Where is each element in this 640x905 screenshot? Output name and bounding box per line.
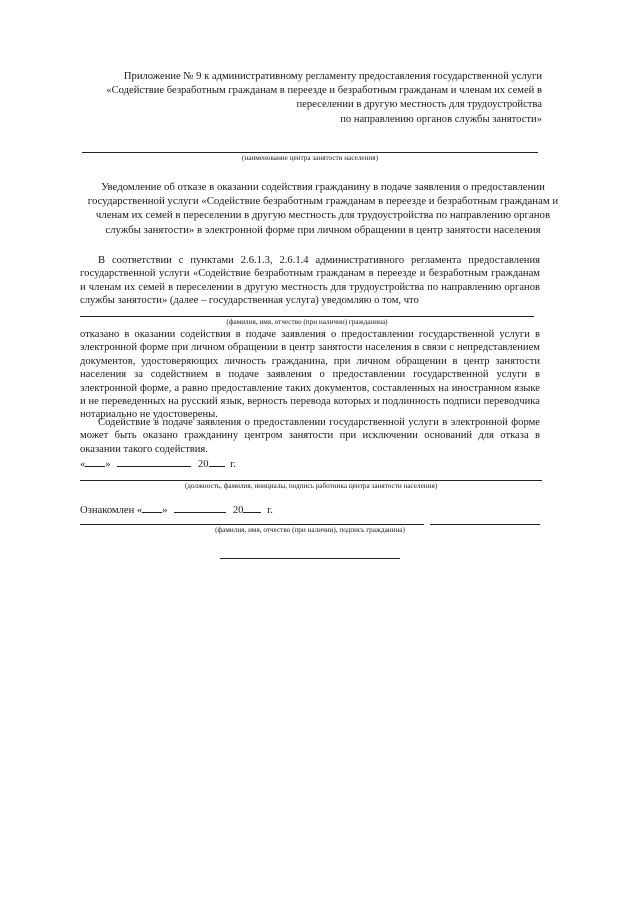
- day-blank: [85, 456, 105, 467]
- acquainted-row: [80, 502, 273, 516]
- document-title: Уведомление об отказе в оказании содействия гражданину в подаче заявления о предоставлении государственной услуги «Содействие безработным гражданам в переезде и безработным гражданам и членам их семей в переселении в другую местность для трудоустройства по направлению органов службы занятости» в электронной форме при личном обращении в центр занятости населения: [87, 181, 559, 236]
- refusal-paragraph: отказано в оказании содействия в подаче заявления о предоставлении государственной услуги в электронной форме при личном обращении в центр занятости населения в связи с непредставлением документов, удостоверяющих личность гражданина, при личном обращении в центр занятости населения за содействием в подаче заявления о предоставлении государственной услуги в электронной форме, а равно предоставление таких документов, составленных на иностранном языке и не переведенных на русский язык, верность перевода которых и подлинность подписи переводчика нотариально не удостоверены.: [80, 329, 540, 421]
- citizen-fio-caption: (фамилия, имя, отчество (при наличии) гражданина): [226, 318, 388, 326]
- center-name-caption: (наименование центра занятости населения): [242, 154, 378, 162]
- acquainted-label: Ознакомлен «: [80, 505, 143, 516]
- year-prefix: 20: [197, 459, 209, 470]
- year-blank: [209, 456, 225, 467]
- citizen-signature-caption: (фамилия, имя, отчество (при наличии), подпись гражданина): [215, 526, 405, 534]
- official-signature-line: [80, 480, 542, 481]
- acq-close-quote: »: [162, 505, 168, 516]
- date-row: [80, 456, 236, 470]
- appendix-line-3: переселении в другую местность для трудоустройства: [296, 99, 542, 111]
- acq-year-blank: [243, 502, 261, 513]
- citizen-signature-line: [430, 524, 540, 525]
- center-name-line: [82, 152, 538, 153]
- date-close-quote: »: [105, 459, 111, 470]
- appendix-line-2: «Содействие безработным гражданам в переезде и безработным гражданам и членам их семей в: [106, 85, 542, 97]
- intro-paragraph: В соответствии с пунктами 2.6.1.3, 2.6.1.4 административного регламента предоставления государственной услуги «Содействие безработным гражданам в переезде и безработным гражданам и членам их семей в переселении в другую местность для трудоустройства по направлению органов службы занятости» (далее – государственная услуга) уведомляю о том, что: [80, 255, 540, 307]
- acq-year-suffix: г.: [267, 505, 273, 516]
- acq-year-prefix: 20: [232, 505, 244, 516]
- acq-month-blank: [174, 502, 226, 513]
- acq-day-blank: [142, 502, 162, 513]
- month-blank: [117, 456, 191, 467]
- year-suffix: г.: [230, 459, 236, 470]
- assistance-paragraph: Содействие в подаче заявления о предоставлении государственной услуги в электронной форме может быть оказано гражданину центром занятости при исключении оснований для отказа в оказании такого содействия.: [80, 417, 540, 455]
- citizen-name-line: [80, 524, 424, 525]
- date-open-quote: «: [80, 459, 86, 470]
- appendix-line-1: Приложение № 9 к административному регламенту предоставления государственной услуги: [123, 71, 542, 82]
- citizen-fio-line: [80, 316, 534, 317]
- bottom-separator-line: [220, 558, 400, 559]
- appendix-header: [90, 70, 542, 127]
- official-signature-caption: (должность, фамилия, инициалы, подпись работника центра занятости населения): [184, 482, 438, 490]
- appendix-line-4: по направлению органов службы занятости»: [340, 113, 542, 125]
